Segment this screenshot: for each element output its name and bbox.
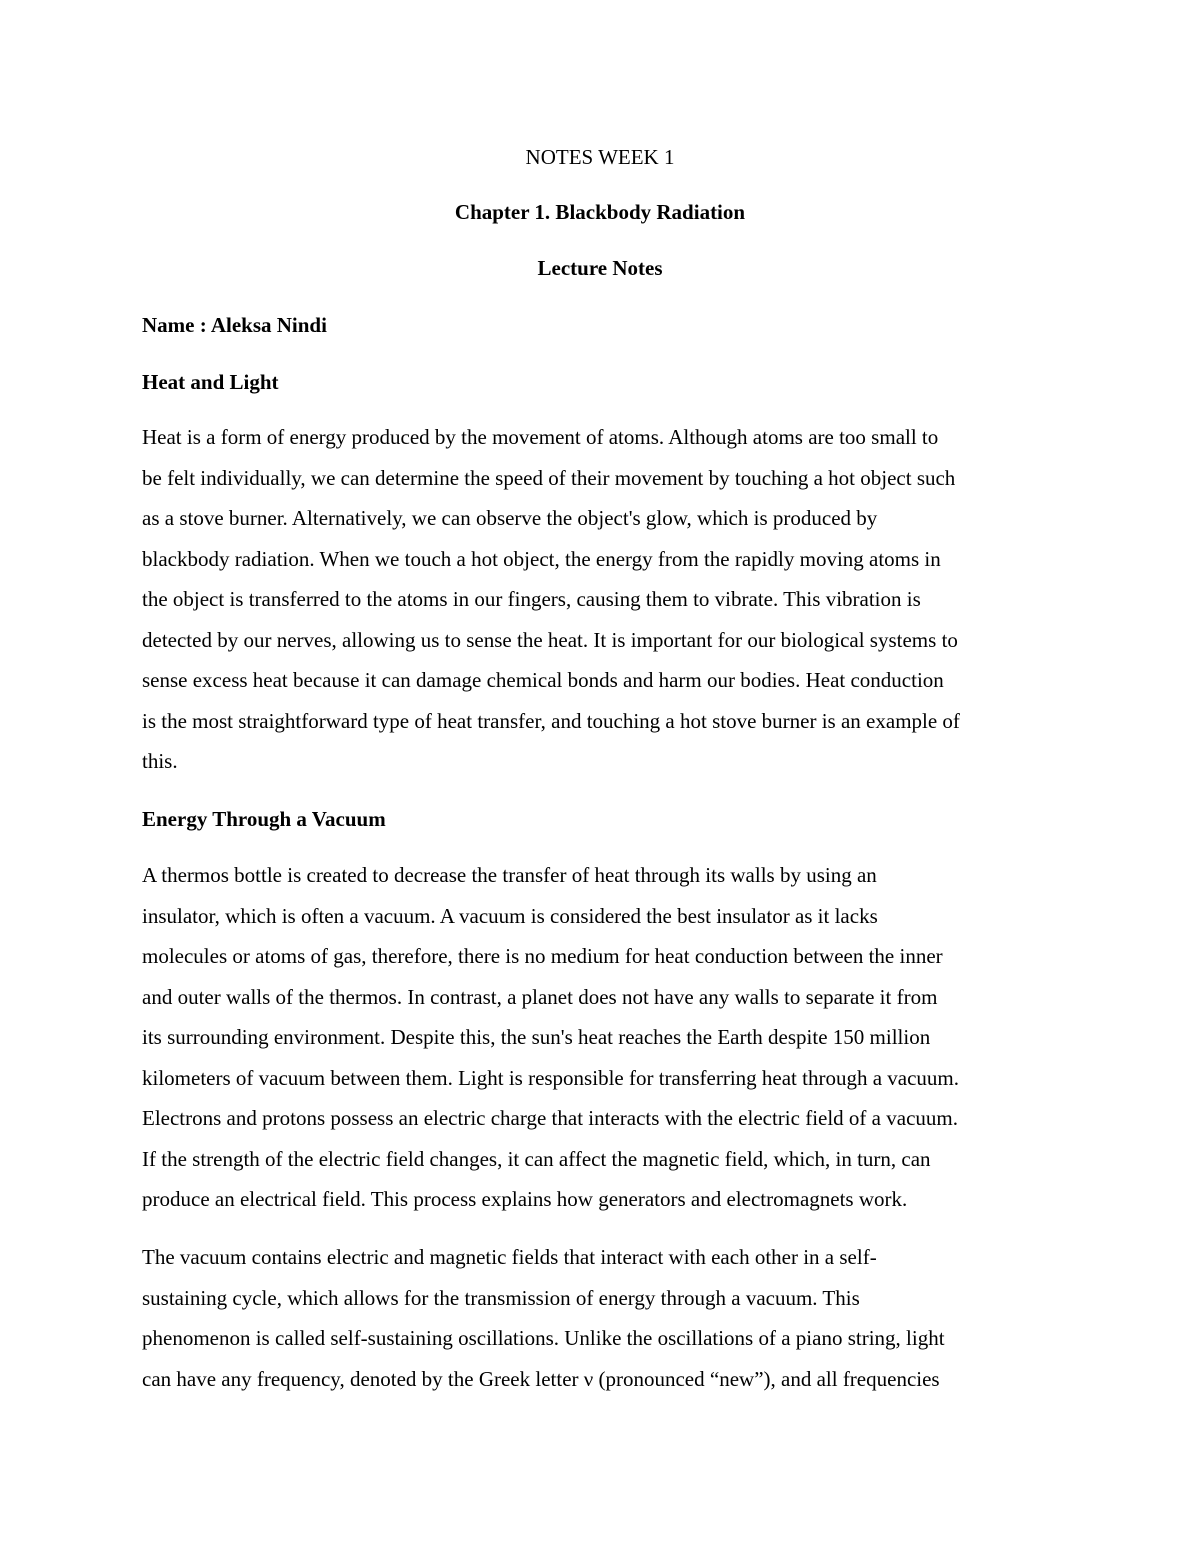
text-line: A thermos bottle is created to decrease the transfer of heat through its walls by using an [142, 863, 877, 887]
text-line: be felt individually, we can determine the speed of their movement by touching a hot object such [142, 465, 956, 490]
text-line: produce an electrical field. This process explains how generators and electromagnets work. [142, 1187, 908, 1211]
text-line: kilometers of vacuum between them. Light is responsible for transferring heat through a vacuum. [142, 1065, 960, 1090]
lecture-notes-subtitle: Lecture Notes [537, 256, 663, 280]
chapter-title: Chapter 1. Blackbody Radiation [454, 200, 746, 224]
document-title: NOTES WEEK 1 [525, 145, 675, 169]
text-line: the object is transferred to the atoms in our fingers, causing them to vibrate. This vibration is [142, 587, 921, 611]
paragraph-heat-and-light [142, 417, 1072, 782]
text-line: and outer walls of the thermos. In contrast, a planet does not have any walls to separate it from [142, 984, 938, 1009]
text-line: sustaining cycle, which allows for the transmission of energy through a vacuum. This [142, 1285, 860, 1310]
section-heading-heat-and-light: Heat and Light [142, 370, 279, 394]
text-line: detected by our nerves, allowing us to sense the heat. It is important for our biological systems to [142, 627, 958, 652]
text-line: as a stove burner. Alternatively, we can observe the object's glow, which is produced by [142, 506, 878, 530]
author-name-line: Name : Aleksa Nindi [142, 313, 327, 337]
paragraph-vacuum-2 [142, 1237, 1072, 1399]
text-line: If the strength of the electric field changes, it can affect the magnetic field, which, in turn, can [142, 1146, 931, 1171]
text-line: The vacuum contains electric and magnetic fields that interact with each other in a self- [142, 1245, 877, 1269]
text-line: molecules or atoms of gas, therefore, there is no medium for heat conduction between the inner [142, 944, 943, 968]
text-line: blackbody radiation. When we touch a hot object, the energy from the rapidly moving atoms in [142, 546, 941, 571]
text-line: phenomenon is called self-sustaining oscillations. Unlike the oscillations of a piano string, light [142, 1326, 945, 1350]
paragraph-vacuum-1 [142, 855, 1072, 1220]
text-line: insulator, which is often a vacuum. A vacuum is considered the best insulator as it lacks [142, 903, 878, 928]
text-line: sense excess heat because it can damage chemical bonds and harm our bodies. Heat conduction [142, 668, 944, 692]
text-line: is the most straightforward type of heat transfer, and touching a hot stove burner is an example of [142, 708, 960, 733]
text-line: can have any frequency, denoted by the Greek letter ν (pronounced “new”), and all frequencies [142, 1366, 940, 1391]
text-line: its surrounding environment. Despite this, the sun's heat reaches the Earth despite 150 million [142, 1025, 931, 1049]
text-line: Electrons and protons possess an electric charge that interacts with the electric field of a vacuum. [142, 1106, 958, 1130]
text-line: Heat is a form of energy produced by the movement of atoms. Although atoms are too small to [142, 425, 939, 449]
text-line: this. [142, 749, 178, 773]
section-heading-energy-through-a-vacuum: Energy Through a Vacuum [142, 807, 386, 831]
